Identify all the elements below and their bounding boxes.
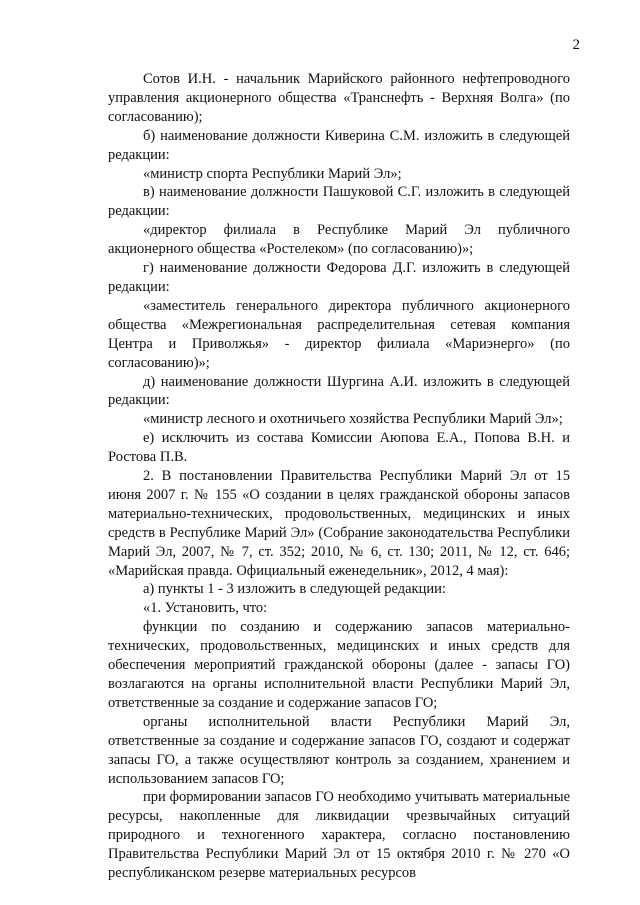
paragraph: «директор филиала в Республике Марий Эл публичного акционерного общества «Ростелеком» (по согласованию)»; xyxy=(108,222,570,258)
paragraph: «министр спорта Республики Марий Эл»; xyxy=(143,165,402,182)
paragraph: «министр лесного и охотничьего хозяйства Республики Марий Эл»; xyxy=(143,411,563,428)
paragraph: б) наименование должности Киверина С.М. изложить в следующей редакции: xyxy=(108,127,570,163)
paragraph: г) наименование должности Федорова Д.Г. изложить в следующей редакции: xyxy=(108,260,570,295)
document-body xyxy=(108,70,570,883)
paragraph: е) исключить из состава Комиссии Аюпова Е.А., Попова В.Н. и Ростова П.В. xyxy=(108,430,570,466)
paragraph: в) наименование должности Пашуковой С.Г. изложить в следующей редакции: xyxy=(108,184,570,220)
paragraph: «заместитель генерального директора публичного акционерного общества «Межрегиональная распределительная сетевая компания Центра и Приволжья» - директор филиала «Мариэнерго» (по согласованию)»; xyxy=(108,297,570,371)
page-number: 2 xyxy=(572,37,580,53)
paragraph: Сотов И.Н. - начальник Марийского районного нефтепроводного управления акционерного общества «Транснефть - Верхняя Волга» (по согласованию); xyxy=(108,71,570,125)
paragraph: а) пункты 1 - 3 изложить в следующей редакции: xyxy=(143,581,446,598)
paragraph: 2. В постановлении Правительства Республики Марий Эл от 15 июня 2007 г. № 155 «О создании в целях гражданской обороны запасов материально-технических, продовольственных, медицинских и иных средств в Республике Марий Эл» (Собрание законодательства Республики Марий Эл, 2007, № 7, ст. 352; 2010, № 6, ст. 130; 2011, № 12, ст. 646; «Марийская правда. Официальный еженедельник», 2012, 4 мая): xyxy=(108,468,570,579)
paragraph: «1. Установить, что: xyxy=(143,600,268,617)
paragraph: органы исполнительной власти Республики Марий Эл, ответственные за создание и содержание запасов ГО, создают и содержат запасы ГО, а также осуществляют контроль за созданием, хранением и использованием запасов ГО; xyxy=(108,713,570,787)
paragraph: функции по созданию и содержанию запасов материально-технических, продовольственных, медицинских и иных средств для обеспечения мероприятий гражданской обороны (далее - запасы ГО) возлагаются на органы исполнительной власти Республики Марий Эл, ответственные за создание и содержание запасов ГО; xyxy=(108,619,570,711)
paragraph: при формировании запасов ГО необходимо учитывать материальные ресурсы, накопленные для ликвидации чрезвычайных ситуаций природного и техногенного характера, согласно постановлению Правительства Республики Марий Эл от 15 октября 2010 г. № 270 «О республиканском резерве материальных ресурсов xyxy=(108,789,570,882)
paragraph: д) наименование должности Шургина А.И. изложить в следующей редакции: xyxy=(108,373,570,409)
